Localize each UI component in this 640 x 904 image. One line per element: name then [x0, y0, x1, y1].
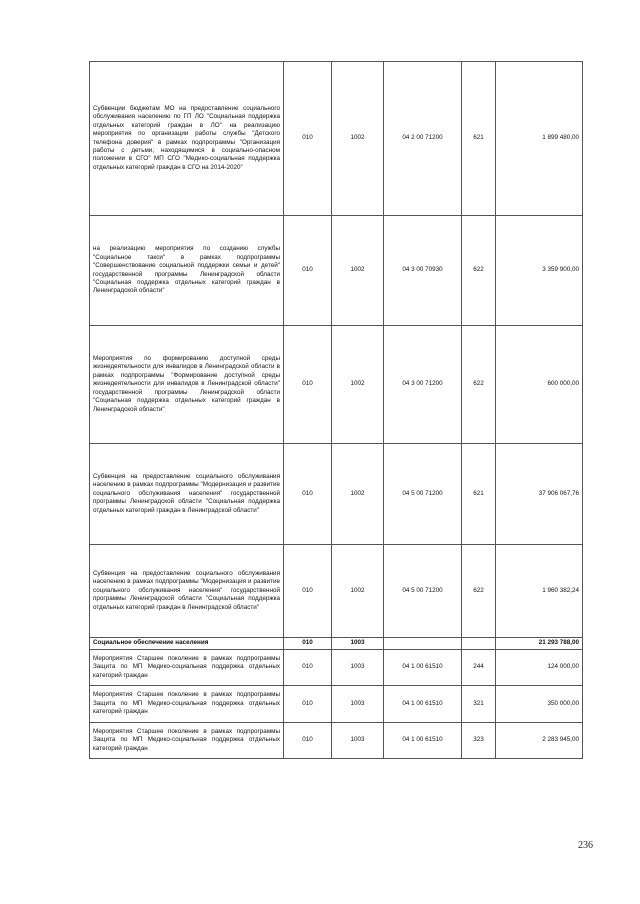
row-target-code: 04 3 00 70930 [384, 216, 462, 326]
row-description: Социальное обеспечение населения [90, 638, 284, 650]
row-amount: 1 899 480,00 [496, 62, 583, 216]
row-expense-type [462, 638, 496, 650]
row-target-code: 04 1 00 61510 [384, 723, 462, 759]
row-amount: 3 359 900,00 [496, 216, 583, 326]
table-row [90, 216, 583, 326]
row-section-code: 1003 [332, 686, 384, 723]
row-description: Мероприятия Старшее поколение в рамках подпрограммы Защита по МП Медико-социальная поддержка отдельных категорий граждан [90, 686, 284, 723]
row-description: на реализацию мероприятия по созданию службы "Социальное такси" в рамках подпрограммы "Совершенствование социальной поддержки семьи и детей" государственной программы Ленинградской области "Социальная поддержка отдельных категорий граждан в Ленинградской области" [90, 216, 284, 326]
row-amount: 1 960 382,24 [496, 545, 583, 638]
row-expense-type: 244 [462, 650, 496, 686]
table-row [90, 326, 583, 444]
row-expense-type: 622 [462, 216, 496, 326]
row-expense-type: 622 [462, 545, 496, 638]
row-section-code: 1003 [332, 650, 384, 686]
row-section-code: 1002 [332, 216, 384, 326]
row-section-code: 1002 [332, 62, 384, 216]
budget-table [89, 61, 583, 759]
row-description: Мероприятия Старшее поколение в рамках подпрограммы Защита по МП Медико-социальная поддержка отдельных категорий граждан [90, 650, 284, 686]
table-row [90, 638, 583, 650]
table-row [90, 723, 583, 759]
row-amount: 600 000,00 [496, 326, 583, 444]
row-admin-code: 010 [284, 723, 332, 759]
row-expense-type: 621 [462, 62, 496, 216]
row-expense-type: 323 [462, 723, 496, 759]
row-expense-type: 622 [462, 326, 496, 444]
row-section-code: 1002 [332, 326, 384, 444]
row-target-code [384, 638, 462, 650]
row-description: Мероприятия Старшее поколение в рамках подпрограммы Защита по МП Медико-социальная поддержка отдельных категорий граждан [90, 723, 284, 759]
row-description: Субвенции бюджетам МО на предоставление социального обслуживания населению по ГП ЛО "Социальная поддержка отдельных категорий граждан в ЛО" на реализацию мероприятия по организации работы службы "Детского телефона доверия" в рамках подпрограммы "Организация работы с детьми, находящимися в социально-опасном положении в СГО" МП СГО "Медико-социальная поддержка отдельных категорий граждан в СГО на 2014-2020" [90, 62, 284, 216]
row-admin-code: 010 [284, 62, 332, 216]
row-admin-code: 010 [284, 326, 332, 444]
row-amount: 124 000,00 [496, 650, 583, 686]
page-number: 236 [578, 840, 593, 851]
row-target-code: 04 1 00 61510 [384, 686, 462, 723]
table-row [90, 650, 583, 686]
row-admin-code: 010 [284, 444, 332, 545]
table-row [90, 545, 583, 638]
row-target-code: 04 5 00 71200 [384, 444, 462, 545]
row-amount: 37 906 067,76 [496, 444, 583, 545]
row-target-code: 04 3 00 71200 [384, 326, 462, 444]
row-description: Субвенция на предоставление социального обслуживания населению в рамках подпрограммы "Модернизация и развитие социального обслуживания населения" государственной программы Ленинградской области "Социальная поддержка отдельных категорий граждан в Ленинградской области" [90, 444, 284, 545]
row-description: Субвенция на предоставление социального обслуживания населению в рамках подпрограммы "Модернизация и развитие социального обслуживания населения" государственной программы Ленинградской области "Социальная поддержка отдельных категорий граждан в Ленинградской области" [90, 545, 284, 638]
table-row [90, 686, 583, 723]
budget-table-body [90, 62, 583, 759]
row-amount: 350 000,00 [496, 686, 583, 723]
row-admin-code: 010 [284, 216, 332, 326]
row-admin-code: 010 [284, 686, 332, 723]
row-target-code: 04 2 00 71200 [384, 62, 462, 216]
row-amount: 2 283 945,00 [496, 723, 583, 759]
row-admin-code: 010 [284, 638, 332, 650]
row-admin-code: 010 [284, 650, 332, 686]
row-section-code: 1002 [332, 444, 384, 545]
row-amount: 21 293 788,00 [496, 638, 583, 650]
row-section-code: 1002 [332, 545, 384, 638]
table-row [90, 62, 583, 216]
row-expense-type: 621 [462, 444, 496, 545]
row-target-code: 04 1 00 61510 [384, 650, 462, 686]
row-description: Мероприятия по формированию доступной среды жизнедеятельности для инвалидов в Ленинградской области в рамках подпрограммы "Формирование доступной среды жизнедеятельности для инвалидов в Ленинградской области" государственной программы Ленинградской области "Социальная поддержка отдельных категорий граждан в Ленинградской области" [90, 326, 284, 444]
row-target-code: 04 5 00 71200 [384, 545, 462, 638]
row-section-code: 1003 [332, 723, 384, 759]
row-section-code: 1003 [332, 638, 384, 650]
row-expense-type: 321 [462, 686, 496, 723]
row-admin-code: 010 [284, 545, 332, 638]
table-row [90, 444, 583, 545]
